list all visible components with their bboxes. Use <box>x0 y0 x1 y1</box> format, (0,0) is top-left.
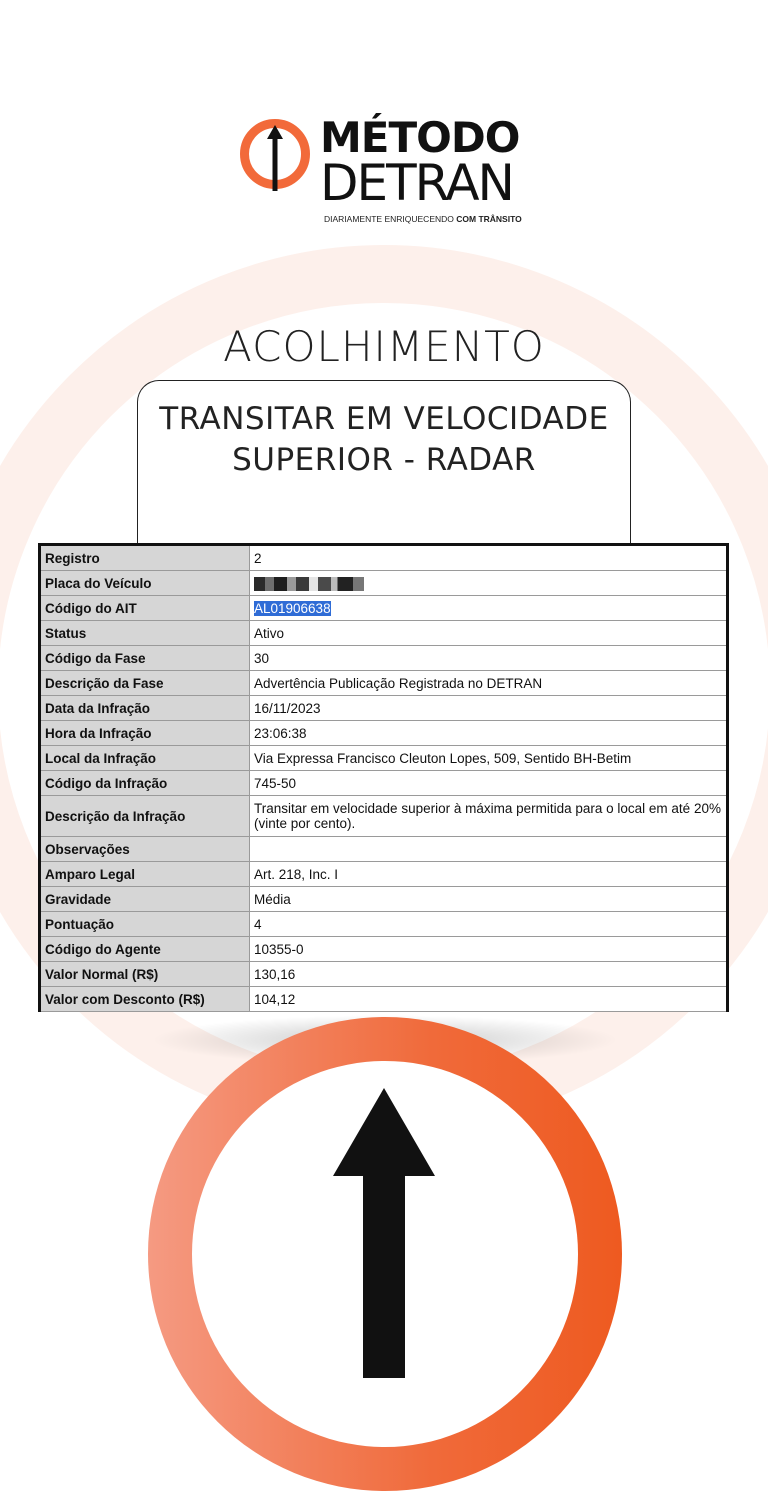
table-row <box>40 862 728 887</box>
infraction-record-table <box>38 543 729 1012</box>
table-row <box>40 887 728 912</box>
row-label: Código do Agente <box>40 937 250 962</box>
row-label: Descrição da Infração <box>40 796 250 837</box>
metodo-detran-logo <box>240 115 530 230</box>
row-value: 745-50 <box>250 771 728 796</box>
up-arrow-icon <box>267 125 283 191</box>
row-value: 2 <box>250 545 728 571</box>
tagline-bold-text: COM TRÂNSITO <box>456 214 522 224</box>
row-value: 30 <box>250 646 728 671</box>
row-label: Valor com Desconto (R$) <box>40 987 250 1012</box>
row-label: Código do AIT <box>40 596 250 621</box>
row-label: Descrição da Fase <box>40 671 250 696</box>
row-label: Código da Fase <box>40 646 250 671</box>
table-row <box>40 746 728 771</box>
table-row <box>40 796 728 837</box>
row-label: Pontuação <box>40 912 250 937</box>
table-row <box>40 937 728 962</box>
table-row <box>40 646 728 671</box>
title-box <box>137 380 631 560</box>
table-row <box>40 771 728 796</box>
table-row <box>40 837 728 862</box>
table-row <box>40 962 728 987</box>
row-label: Placa do Veículo <box>40 571 250 596</box>
row-value: Média <box>250 887 728 912</box>
row-label: Código da Infração <box>40 771 250 796</box>
logo-word-detran: DETRAN <box>320 154 513 212</box>
plate-value-redacted <box>250 571 728 596</box>
row-value: Transitar em velocidade superior à máxima permitida para o local em até 20% (vinte por cento). <box>250 796 728 837</box>
highlighted-ait-code[interactable]: AL01906638 <box>254 600 331 616</box>
tagline-text: DIARIAMENTE ENRIQUECENDO <box>324 214 457 224</box>
row-value: 130,16 <box>250 962 728 987</box>
row-label: Gravidade <box>40 887 250 912</box>
pixelated-plate <box>254 577 364 591</box>
row-label: Valor Normal (R$) <box>40 962 250 987</box>
row-value: Art. 218, Inc. I <box>250 862 728 887</box>
row-label: Status <box>40 621 250 646</box>
infraction-title: TRANSITAR EM VELOCIDADE SUPERIOR - RADAR <box>159 401 609 478</box>
row-label: Registro <box>40 545 250 571</box>
row-value: 23:06:38 <box>250 721 728 746</box>
row-value <box>250 837 728 862</box>
row-value: 16/11/2023 <box>250 696 728 721</box>
row-value: 104,12 <box>250 987 728 1012</box>
table-row <box>40 696 728 721</box>
row-value: Advertência Publicação Registrada no DETRAN <box>250 671 728 696</box>
row-value: 4 <box>250 912 728 937</box>
large-up-arrow-icon <box>333 1088 435 1378</box>
row-label: Observações <box>40 837 250 862</box>
table-row <box>40 596 728 621</box>
row-value: 10355-0 <box>250 937 728 962</box>
logo-word-metodo: MÉTODO <box>320 113 520 162</box>
row-value: Ativo <box>250 621 728 646</box>
row-value <box>250 596 728 621</box>
logo-tagline <box>324 214 522 224</box>
page-heading: ACOLHIMENTO <box>223 322 545 371</box>
table-row <box>40 571 728 596</box>
table-row <box>40 671 728 696</box>
row-value: Via Expressa Francisco Cleuton Lopes, 509, Sentido BH-Betim <box>250 746 728 771</box>
row-label: Amparo Legal <box>40 862 250 887</box>
table-row <box>40 545 728 571</box>
table-row <box>40 721 728 746</box>
table-row <box>40 621 728 646</box>
row-label: Local da Infração <box>40 746 250 771</box>
row-label: Data da Infração <box>40 696 250 721</box>
table-row <box>40 912 728 937</box>
row-label: Hora da Infração <box>40 721 250 746</box>
table-row <box>40 987 728 1012</box>
